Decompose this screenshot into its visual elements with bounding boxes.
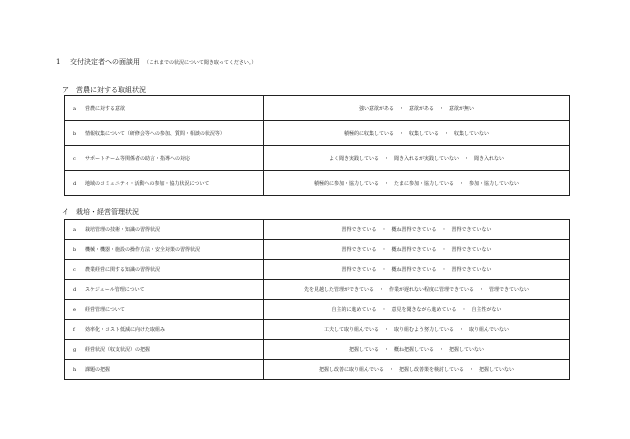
- item-label: 機械・機器・施設の操作方法・安全対策の習得状況: [85, 247, 201, 253]
- item-cell: [65, 300, 264, 320]
- section-note: （これまでの状況について聞き取ってください。）: [144, 60, 257, 66]
- item-label: 地域のコミュニティ・活動への参加・協力状況について: [85, 180, 210, 187]
- item-label: スケジュール管理について: [85, 287, 145, 293]
- item-cell: [65, 220, 264, 240]
- table-row: [65, 280, 570, 300]
- table-row: [65, 96, 570, 121]
- item-letter: a: [73, 227, 76, 233]
- table-row: [65, 146, 570, 171]
- item-cell: [65, 121, 264, 146]
- evaluation-table-a: [64, 95, 570, 196]
- options-cell[interactable]: 習得できている ・ 概ね習得できている ・ 習得できていない: [264, 260, 570, 280]
- item-letter: g: [73, 347, 77, 353]
- item-cell: [65, 320, 264, 340]
- item-letter: c: [73, 155, 76, 162]
- item-label: 経営管理について: [85, 307, 125, 313]
- subsection-marker: イ: [62, 208, 69, 216]
- item-label: 栽培管理の技術・知識の習得状況: [85, 227, 161, 233]
- evaluation-table-b: [64, 219, 570, 380]
- item-letter: b: [73, 247, 77, 253]
- subsection-heading-b: [62, 207, 139, 217]
- item-cell: [65, 240, 264, 260]
- options-cell[interactable]: よく聞き実践している ・ 聞き入れるが実践していない ・ 聞き入れない: [264, 146, 570, 171]
- item-letter: d: [73, 287, 77, 293]
- item-cell: [65, 340, 264, 360]
- table-row: [65, 300, 570, 320]
- options-cell[interactable]: 把握している ・ 概ね把握している ・ 把握していない: [264, 340, 570, 360]
- subsection-title: 栽培・経営管理状況: [76, 208, 139, 216]
- item-letter: d: [73, 180, 77, 187]
- section-number: 1: [56, 58, 61, 66]
- item-label: 情報収集について（研修会等への参加、質問・相談の状況等）: [85, 130, 225, 137]
- item-cell: [65, 280, 264, 300]
- table-row: [65, 360, 570, 380]
- item-letter: b: [73, 130, 77, 137]
- table-row: [65, 240, 570, 260]
- item-letter: a: [73, 105, 76, 112]
- item-cell: [65, 360, 264, 380]
- options-cell[interactable]: 積極的に参加・協力している ・ たまに参加・協力している ・ 参加・協力していない: [264, 171, 570, 196]
- item-label: 営農に対する意欲: [85, 105, 126, 112]
- table-row: [65, 171, 570, 196]
- table-row: [65, 220, 570, 240]
- subsection-marker: ア: [62, 86, 69, 94]
- item-letter: c: [73, 267, 76, 273]
- table-row: [65, 340, 570, 360]
- options-cell[interactable]: 自主的に進めている ・ 意見を聞きながら進めている ・ 自主性がない: [264, 300, 570, 320]
- options-cell[interactable]: 工夫して取り組んでいる ・ 取り組むよう努力している ・ 取り組んでいない: [264, 320, 570, 340]
- section-title: 交付決定者への面談用: [70, 58, 140, 66]
- options-cell[interactable]: 習得できている ・ 概ね習得できている ・ 習得できていない: [264, 220, 570, 240]
- options-cell[interactable]: 先を見越した管理ができている ・ 作業が遅れない程度に管理できている ・ 管理できていない: [264, 280, 570, 300]
- item-cell: [65, 96, 264, 121]
- section-heading: [56, 57, 256, 68]
- item-letter: f: [73, 327, 75, 333]
- subsection-title: 営農に対する取組状況: [76, 86, 146, 94]
- options-cell[interactable]: 把握し改善に取り組んでいる ・ 把握し改善策を検討している ・ 把握していない: [264, 360, 570, 380]
- item-label: 効率化・コスト低減に向けた取組み: [85, 327, 166, 333]
- options-cell[interactable]: 積極的に収集している ・ 収集している ・ 収集していない: [264, 121, 570, 146]
- options-cell[interactable]: 習得できている ・ 概ね習得できている ・ 習得できていない: [264, 240, 570, 260]
- table-row: [65, 320, 570, 340]
- item-letter: h: [73, 367, 77, 373]
- item-cell: [65, 171, 264, 196]
- item-cell: [65, 260, 264, 280]
- table-row: [65, 121, 570, 146]
- subsection-heading-a: [62, 85, 146, 95]
- item-letter: e: [73, 307, 76, 313]
- item-cell: [65, 146, 264, 171]
- table-row: [65, 260, 570, 280]
- item-label: 農業経営に関する知識の習得状況: [85, 267, 161, 273]
- item-label: 経営状況（収支状況）の把握: [85, 347, 151, 353]
- item-label: 課題の把握: [85, 367, 111, 373]
- options-cell[interactable]: 強い意欲がある ・ 意欲がある ・ 意欲が無い: [264, 96, 570, 121]
- item-label: サポートチーム等関係者の助言・指導への対応: [85, 155, 191, 162]
